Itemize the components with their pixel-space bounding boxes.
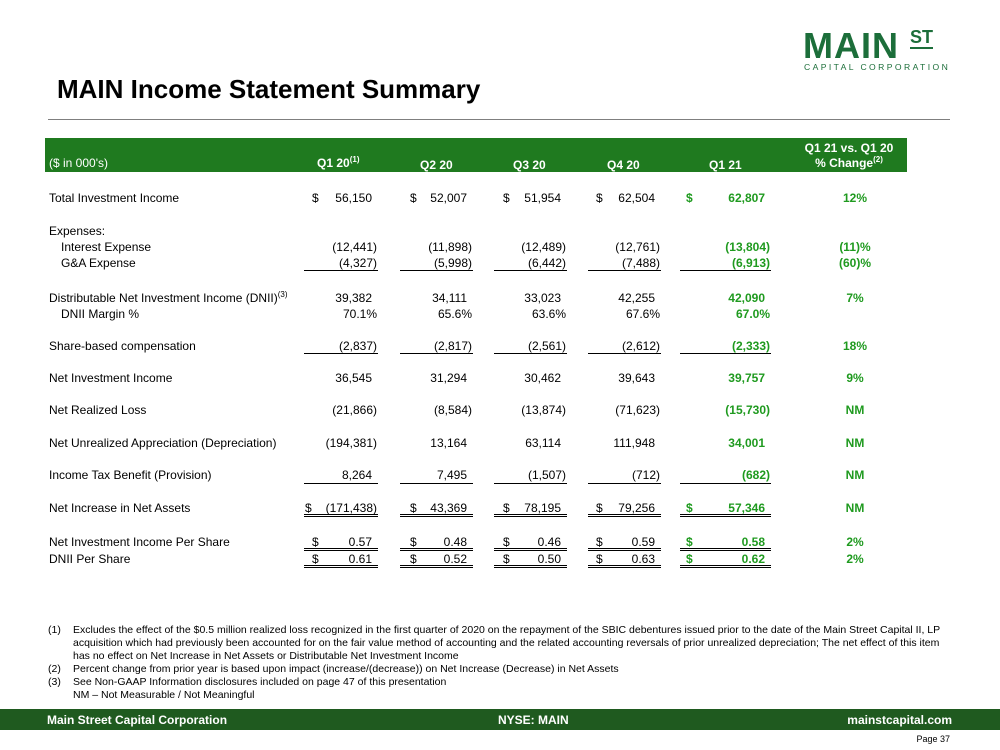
currency-sign: $ (503, 535, 510, 549)
cell-nii-q2-20: 31,294 (430, 371, 467, 385)
subtotal-underline (494, 270, 567, 271)
cell-dnii-margin-q3-20: 63.6% (531, 307, 566, 321)
cell-nii-ps-q3-20: 0.46 (537, 535, 561, 549)
cell-ga-q1-21: (6,913) (731, 256, 770, 270)
cell-dnii-ps-change: 2% (846, 552, 864, 566)
total-double-underline (400, 514, 473, 517)
currency-sign: $ (305, 501, 312, 515)
row-label-nii: Net Investment Income (49, 371, 173, 385)
currency-sign: $ (410, 535, 417, 549)
row-label-interest: Interest Expense (61, 240, 152, 254)
currency-sign: $ (596, 191, 603, 205)
footnote-3 (48, 676, 948, 689)
cell-ga-change: (60)% (838, 256, 871, 270)
footnote-1 (48, 624, 948, 663)
cell-dnii-q3-20: 33,023 (524, 291, 561, 305)
cell-total-income-q4-20: 62,504 (618, 191, 655, 205)
total-double-underline (588, 565, 661, 568)
currency-sign: $ (410, 552, 417, 566)
cell-dnii-margin-q1-21: 67.0% (735, 307, 770, 321)
cell-unrealized-q4-20: 111,948 (613, 436, 655, 450)
cell-unrealized-q2-20: 13,164 (430, 436, 467, 450)
total-double-underline (494, 514, 567, 517)
cell-dnii-q1-20: 39,382 (335, 291, 372, 305)
cell-realized-q4-20: (71,623) (615, 403, 660, 417)
cell-interest-q3-20: (12,489) (521, 240, 566, 254)
row-label-share-comp: Share-based compensation (49, 339, 196, 353)
footnote-text: Percent change from prior year is based upon impact (increase/(decrease)) on Net Increase (Decrease) in Net Assets (73, 663, 619, 675)
page-number: Page 37 (916, 734, 950, 744)
subtotal-underline (304, 353, 378, 354)
cell-dnii-change: 7% (846, 291, 864, 305)
cell-interest-q4-20: (12,761) (615, 240, 660, 254)
currency-sign: $ (596, 535, 603, 549)
cell-interest-change: (11)% (839, 240, 871, 254)
cell-tax-q3-20: (1,507) (527, 468, 566, 482)
currency-sign: $ (312, 191, 319, 205)
subtotal-underline (304, 270, 378, 271)
subtotal-underline (680, 483, 771, 484)
cell-total-income-q1-20: 56,150 (335, 191, 372, 205)
cell-realized-q3-20: (13,874) (521, 403, 566, 417)
currency-sign: $ (596, 501, 603, 515)
cell-dnii-margin-q4-20: 67.6% (625, 307, 660, 321)
cell-realized-q1-21: (15,730) (725, 403, 770, 417)
cell-share-comp-q4-20: (2,612) (621, 339, 660, 353)
footnotes (48, 624, 948, 702)
row-label-realized: Net Realized Loss (49, 403, 147, 417)
subtotal-underline (494, 483, 567, 484)
currency-sign: $ (503, 501, 510, 515)
title-divider (48, 119, 950, 120)
cell-nii-q1-20: 36,545 (335, 371, 372, 385)
cell-dnii-ps-q1-21: 0.62 (741, 552, 765, 566)
total-double-underline (304, 514, 378, 517)
cell-interest-q1-20: (12,441) (332, 240, 377, 254)
cell-nii-ps-q1-21: 0.58 (741, 535, 765, 549)
cell-tax-q1-21: (682) (741, 468, 770, 482)
currency-sign: $ (410, 501, 417, 515)
footnote-number: (1) (48, 624, 61, 636)
header-col-q1-20: Q1 20$^{(1)}$ (317, 155, 360, 170)
cell-unrealized-q1-21: 34,001 (728, 436, 765, 450)
currency-sign: $ (596, 552, 603, 566)
cell-nii-q4-20: 39,643 (618, 371, 655, 385)
footer-company: Main Street Capital Corporation (47, 713, 228, 727)
cell-net-increase-q4-20: 79,256 (618, 501, 655, 515)
cell-ga-q4-20: (7,488) (621, 256, 660, 270)
total-double-underline (680, 565, 771, 568)
table-header-bar (45, 138, 907, 172)
cell-interest-q1-21: (13,804) (725, 240, 770, 254)
logo-subtitle: CAPITAL CORPORATION (804, 62, 951, 72)
footer-ticker: NYSE: MAIN (498, 713, 569, 727)
total-double-underline (680, 514, 771, 517)
currency-sign: $ (410, 191, 417, 205)
cell-share-comp-q1-21: (2,333) (731, 339, 770, 353)
cell-tax-q2-20: 7,495 (436, 468, 467, 482)
cell-dnii-ps-q3-20: 0.50 (537, 552, 561, 566)
cell-dnii-margin-q1-20: 70.1% (342, 307, 377, 321)
currency-sign: $ (686, 552, 693, 566)
row-label-net-increase: Net Increase in Net Assets (49, 501, 191, 515)
cell-realized-q2-20: (8,584) (433, 403, 472, 417)
currency-sign: $ (686, 501, 693, 515)
row-label-ga: G&A Expense (61, 256, 136, 270)
cell-unrealized-q3-20: 63,114 (525, 436, 561, 450)
cell-nii-q1-21: 39,757 (728, 371, 765, 385)
cell-share-comp-q1-20: (2,837) (338, 339, 377, 353)
cell-nii-ps-change: 2% (846, 535, 864, 549)
footnote-number: (3) (48, 676, 61, 688)
cell-ga-q1-20: (4,327) (338, 256, 377, 270)
currency-sign: $ (686, 191, 693, 205)
cell-net-increase-q2-20: 43,369 (430, 501, 467, 515)
total-double-underline (588, 514, 661, 517)
subtotal-underline (588, 270, 661, 271)
header-col-q1-21: Q1 21 (709, 158, 742, 172)
cell-dnii-q4-20: 42,255 (618, 291, 655, 305)
subtotal-underline (304, 483, 378, 484)
header-col-q2-20: Q2 20 (420, 158, 453, 172)
total-double-underline (494, 565, 567, 568)
subtotal-underline (400, 483, 473, 484)
cell-unrealized-q1-20: (194,381) (325, 436, 377, 450)
cell-dnii-ps-q1-20: 0.61 (348, 552, 372, 566)
cell-unrealized-change: NM (845, 436, 865, 450)
cell-nii-q3-20: 30,462 (524, 371, 561, 385)
cell-net-increase-q1-21: 57,346 (728, 501, 765, 515)
subtotal-underline (494, 353, 567, 354)
cell-nii-ps-q1-20: 0.57 (348, 535, 372, 549)
footnote-text: See Non-GAAP Information disclosures included on page 47 of this presentation (73, 676, 447, 688)
subtotal-underline (588, 483, 661, 484)
subtotal-underline (680, 270, 771, 271)
cell-realized-change: NM (845, 403, 865, 417)
total-double-underline (680, 548, 771, 551)
logo-main-text: MAIN (803, 25, 899, 66)
subtotal-underline (588, 353, 661, 354)
cell-nii-change: 9% (846, 371, 864, 385)
row-label-tax: Income Tax Benefit (Provision) (49, 468, 212, 482)
cell-dnii-q2-20: 34,111 (432, 291, 467, 305)
cell-interest-q2-20: (11,898) (428, 240, 472, 254)
cell-ga-q3-20: (6,442) (527, 256, 566, 270)
total-double-underline (400, 565, 473, 568)
row-label-unrealized: Net Unrealized Appreciation (Depreciation) (49, 436, 277, 450)
cell-dnii-ps-q4-20: 0.63 (631, 552, 655, 566)
page-title: MAIN Income Statement Summary (57, 74, 481, 104)
cell-tax-q4-20: (712) (631, 468, 660, 482)
total-double-underline (304, 565, 378, 568)
cell-ga-q2-20: (5,998) (433, 256, 472, 270)
total-double-underline (304, 548, 378, 551)
cell-share-comp-q2-20: (2,817) (433, 339, 472, 353)
currency-sign: $ (503, 552, 510, 566)
footnote-2 (48, 663, 948, 676)
cell-tax-q1-20: 8,264 (341, 468, 372, 482)
total-double-underline (588, 548, 661, 551)
footer-website-link[interactable]: mainstcapital.com (847, 713, 952, 727)
cell-share-comp-change: 18% (842, 339, 868, 353)
cell-total-income-q3-20: 51,954 (524, 191, 561, 205)
total-double-underline (400, 548, 473, 551)
subtotal-underline (680, 353, 771, 354)
currency-sign: $ (686, 535, 693, 549)
cell-dnii-ps-q2-20: 0.52 (443, 552, 467, 566)
cell-dnii-q1-21: 42,090 (728, 291, 765, 305)
footnote-text: NM – Not Measurable / Not Meaningful (73, 689, 255, 701)
total-double-underline (494, 548, 567, 551)
cell-net-increase-q1-20: (171,438) (325, 501, 377, 515)
header-change-line2: % Change$^{(2)}$ (815, 155, 883, 170)
cell-total-income-q2-20: 52,007 (430, 191, 467, 205)
cell-tax-change: NM (845, 468, 865, 482)
row-label-dnii-per-share: DNII Per Share (49, 552, 131, 566)
header-col-q4-20: Q4 20 (607, 158, 640, 172)
cell-realized-q1-20: (21,866) (332, 403, 377, 417)
row-label-dnii-margin: DNII Margin % (61, 307, 140, 321)
header-col-q3-20: Q3 20 (513, 158, 546, 172)
subtotal-underline (400, 270, 473, 271)
cell-share-comp-q3-20: (2,561) (527, 339, 566, 353)
cell-dnii-margin-q2-20: 65.6% (437, 307, 472, 321)
row-label-expenses: Expenses: (49, 224, 106, 238)
header-change-line1: Q1 21 vs. Q1 20 (804, 141, 894, 155)
footnote-nm (48, 689, 948, 702)
cell-total-income-q1-21: 62,807 (728, 191, 765, 205)
cell-nii-ps-q4-20: 0.59 (631, 535, 655, 549)
logo-st-text: ST (910, 27, 934, 47)
cell-net-increase-change: NM (845, 501, 865, 515)
row-label-dnii: Distributable Net Investment Income (DNII)$^{(3)}$ (49, 290, 288, 305)
header-units-label: ($ in 000's) (49, 156, 108, 170)
company-logo (800, 25, 951, 74)
footer-bar (0, 709, 1000, 730)
cell-nii-ps-q2-20: 0.48 (443, 535, 467, 549)
footnote-number: (2) (48, 663, 61, 675)
subtotal-underline (400, 353, 473, 354)
footnote-text: Excludes the effect of the $0.5 million realized loss recognized in the first quarter of 2020 on the repayment of the SBIC debentures issued prior to the date of the Main Street Capital II, LP acquisition which had previously been accounted for on the fair value method of accounting and the related accounting reversals of prior unrealized depreciation; The net effect of this item has no effect on Net Increase in Net Assets or Distributable Net Investment Income (73, 624, 940, 662)
cell-total-income-change: 12% (842, 191, 868, 205)
currency-sign: $ (503, 191, 510, 205)
cell-net-increase-q3-20: 78,195 (524, 501, 561, 515)
row-label-nii-per-share: Net Investment Income Per Share (49, 535, 230, 549)
currency-sign: $ (312, 535, 319, 549)
row-label-total-income: Total Investment Income (49, 191, 180, 205)
currency-sign: $ (312, 552, 319, 566)
